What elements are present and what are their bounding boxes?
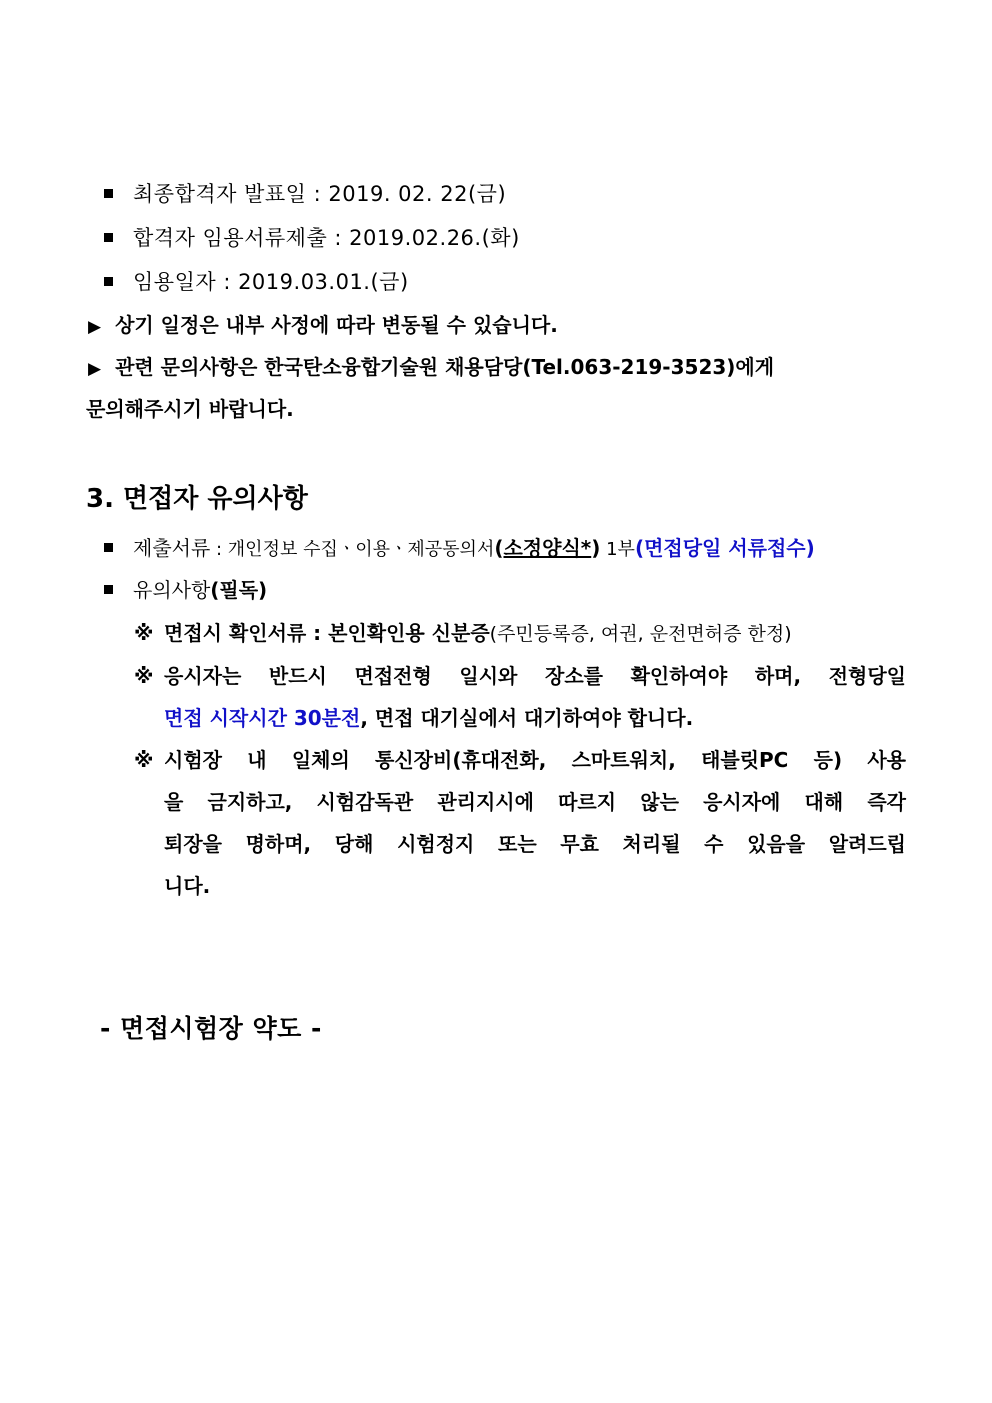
submission-documents-item: 제출서류 : 개인정보 수집ㆍ이용ㆍ제공동의서(소정양식*) 1부(면접당일 서류접수) [104, 538, 815, 559]
arrow-right-icon: ▶ [88, 317, 102, 337]
reference-mark-icon: ※ [134, 621, 154, 645]
caution-interview-time: ※ 응시자는 반드시 면접전형 일시와 장소를 확인하여야 하며, 전형당일 면접 시작시간 30분전, 면접 대기실에서 대기하여야 합니다. [134, 655, 906, 739]
caution-id-documents: ※ 면접시 확인서류 : 본인확인용 신분증(주민등록증, 여권, 운전면허증 한정) [134, 612, 906, 655]
reference-mark-icon: ※ [134, 664, 154, 688]
square-bullet-icon [104, 543, 113, 552]
square-bullet-icon [104, 233, 113, 242]
arrow-right-icon: ▶ [88, 359, 102, 379]
caution-communication-devices: ※ 시험장 내 일체의 통신장비(휴대전화, 스마트워치, 태블릿PC 등) 사용 을 금지하고, 시험감독관 관리지시에 따르지 않는 응시자에 대해 즉각 퇴장을 명하며, 당해 시험정지 또는 무효 처리될 수 있음을 알려드립 니다. [134, 739, 906, 907]
section-heading: 3. 면접자 유의사항 [86, 484, 308, 514]
start-time-highlight: 면접 시작시간 30분전 [164, 706, 361, 730]
schedule-final-announcement: 최종합격자 발표일 : 2019. 02. 22(금) [104, 184, 506, 205]
inquiry-note-continuation: 문의해주시기 바랍니다. [86, 397, 294, 421]
schedule-change-note: ▶ 상기 일정은 내부 사정에 따라 변동될 수 있습니다. [88, 313, 558, 337]
square-bullet-icon [104, 189, 113, 198]
square-bullet-icon [104, 585, 113, 594]
inquiry-note: ▶ 관련 문의사항은 한국탄소융합기술원 채용담당(Tel.063-219-3523)에게 [88, 355, 775, 379]
caution-item: 유의사항(필독) [104, 580, 267, 600]
square-bullet-icon [104, 277, 113, 286]
submission-note: (면접당일 서류접수) [634, 536, 815, 560]
schedule-document-submission: 합격자 임용서류제출 : 2019.02.26.(화) [104, 228, 520, 249]
schedule-appointment-date: 임용일자 : 2019.03.01.(금) [104, 272, 409, 293]
form-name: 소정양식* [503, 536, 592, 560]
map-section-title: - 면접시험장 약도 - [100, 1014, 322, 1043]
reference-mark-icon: ※ [134, 748, 154, 772]
